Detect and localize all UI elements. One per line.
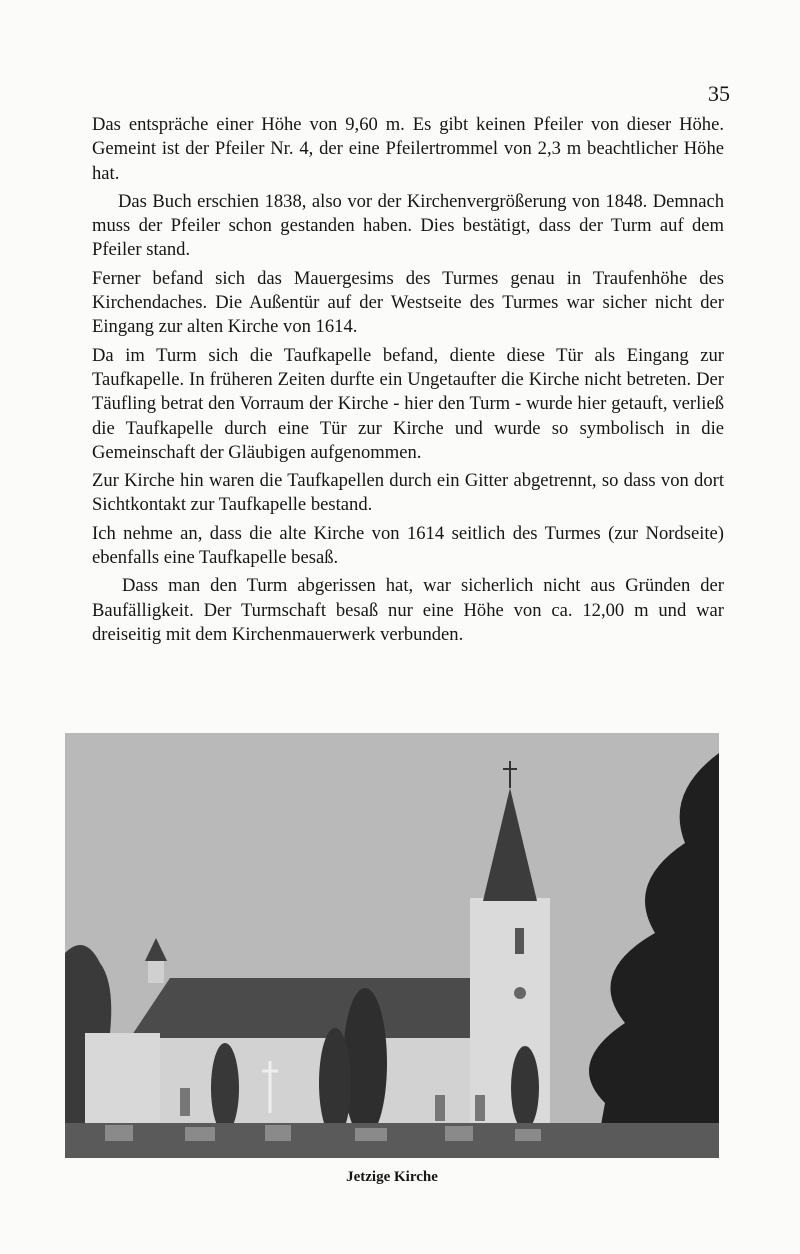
paragraph-2: Das Buch erschien 1838, also vor der Kirchenvergrößerung von 1848. Demnach muss der Pfeiler schon gestanden haben. Dies bestätigt, dass der Turm auf dem Pfeiler stand.: [92, 190, 724, 261]
paragraph-4: Da im Turm sich die Taufkapelle befand, diente diese Tür als Eingang zur Taufkapelle. In früheren Zeiten durfte ein Ungetaufter die Kirche nicht betreten. Der Täufling betrat den Vorraum der Kirche - hier den Turm - wurde hier getauft, verließ die Taufkapelle durch eine Tür zur Kirche und wurde so symbolisch in die Gemeinschaft der Gläubigen aufgenommen.: [92, 344, 724, 463]
paragraph-5: Zur Kirche hin waren die Taufkapellen durch ein Gitter abgetrennt, so dass von dort Sichtkontakt zur Taufkapelle bestand.: [92, 470, 724, 516]
page-number: 35: [708, 81, 730, 106]
paragraph-6: Ich nehme an, dass die alte Kirche von 1614 seitlich des Turmes (zur Nordseite) ebenfalls eine Taufkapelle besaß.: [92, 522, 724, 569]
paragraph-1: Das entspräche einer Höhe von 9,60 m. Es gibt keinen Pfeiler von dieser Höhe. Gemeint ist der Pfeiler Nr. 4, der eine Pfeilertrommel von 2,3 m beachtlicher Höhe hat.: [92, 114, 724, 184]
church-photo: [65, 733, 719, 1158]
paragraph-3: Ferner befand sich das Mauergesims des Turmes genau in Traufenhöhe des Kirchendaches. Die Außentür auf der Westseite des Turmes war sicher nicht der Eingang zur alten Kirche von 1614.: [92, 267, 724, 338]
text-body: [92, 113, 724, 651]
figure-caption: Jetzige Kirche: [346, 1169, 438, 1185]
paragraph-7: Dass man den Turm abgerissen hat, war sicherlich nicht aus Gründen der Baufälligkeit. Der Turmschaft besaß nur eine Höhe von ca. 12,00 m und war dreiseitig mit dem Kirchenmauerwerk verbunden.: [92, 575, 724, 645]
church-photo-drawing: [65, 733, 719, 1158]
